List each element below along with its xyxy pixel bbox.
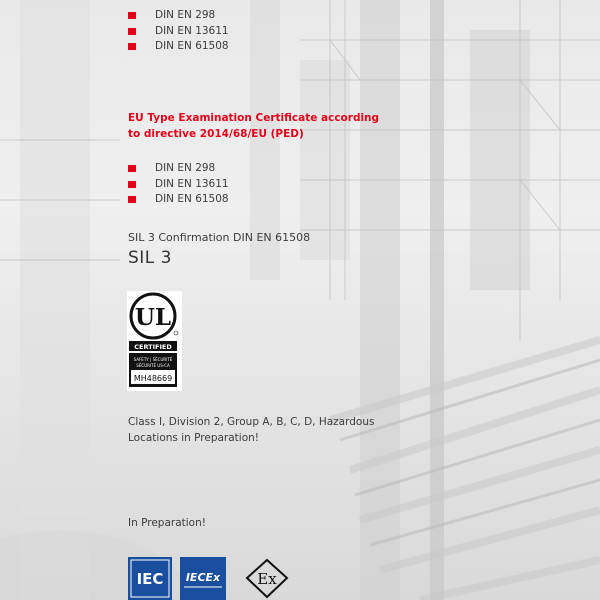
red-bullet-icon bbox=[128, 43, 136, 50]
hazardous-locations-text: Class I, Division 2, Group A, B, C, D, Hazardous Locations in Preparation! bbox=[128, 416, 375, 444]
list-item: DIN EN 298 bbox=[128, 8, 229, 24]
red-bullet-icon bbox=[128, 196, 136, 203]
ul-certified-logo bbox=[127, 291, 182, 391]
red-bullet-icon bbox=[128, 181, 136, 188]
red-bullet-icon bbox=[128, 165, 136, 172]
list-item: DIN EN 61508 bbox=[128, 39, 229, 55]
standards-list-ped bbox=[128, 161, 229, 208]
ped-certificate-heading: EU Type Examination Certificate according to directive 2014/68/EU (PED) bbox=[128, 112, 380, 140]
sil-confirmation-text: SIL 3 Confirmation DIN EN 61508 bbox=[128, 231, 311, 244]
list-item: DIN EN 13611 bbox=[128, 24, 229, 40]
ex-atex-logo bbox=[247, 560, 287, 597]
svg-text:UL: UL bbox=[134, 304, 172, 331]
svg-text:IECEx: IECEx bbox=[185, 571, 221, 584]
svg-text:IEC: IEC bbox=[136, 570, 164, 588]
in-preparation-text: In Preparation! bbox=[128, 517, 206, 529]
svg-text:Ex: Ex bbox=[257, 570, 277, 588]
svg-text:CERTIFIED: CERTIFIED bbox=[134, 343, 172, 351]
list-item: DIN EN 61508 bbox=[128, 192, 229, 208]
svg-text:SÉCURITÉ US-CA: SÉCURITÉ US-CA bbox=[136, 363, 170, 368]
svg-text:SAFETY | SÉCURITÉ: SAFETY | SÉCURITÉ bbox=[133, 357, 173, 362]
iecex-logo bbox=[180, 557, 226, 600]
standards-list-top bbox=[128, 8, 229, 55]
red-bullet-icon bbox=[128, 12, 136, 19]
list-item: DIN EN 298 bbox=[128, 161, 229, 177]
iec-logo bbox=[128, 557, 172, 600]
red-bullet-icon bbox=[128, 28, 136, 35]
certification-logos bbox=[128, 557, 308, 600]
svg-text:MH48669: MH48669 bbox=[133, 374, 173, 383]
list-item: DIN EN 13611 bbox=[128, 177, 229, 193]
sil-label: SIL 3 bbox=[128, 248, 172, 268]
